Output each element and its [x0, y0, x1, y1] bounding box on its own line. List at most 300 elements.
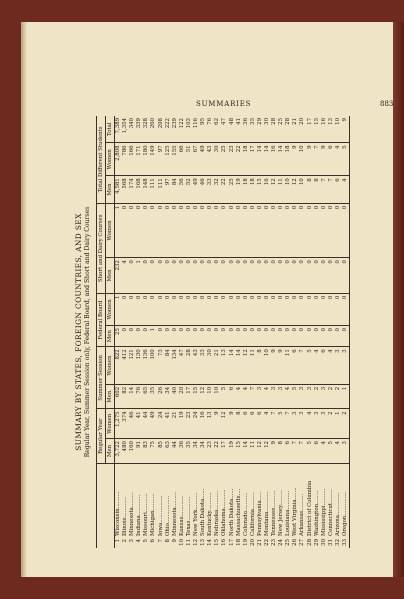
cell-value: 232: [115, 258, 123, 294]
cell-value: 18: [243, 143, 250, 176]
cell-value: 8: [314, 176, 321, 204]
cell-value: 1: [136, 258, 143, 294]
cell-value: 46: [200, 176, 207, 204]
row-number: 5: [143, 539, 150, 543]
cell-value: 0: [221, 258, 228, 294]
cell-value: 25: [229, 176, 236, 204]
cell-value: 18: [285, 143, 292, 176]
cell-value: 9: [229, 409, 236, 439]
table-row: [257, 116, 264, 548]
row-number: 31: [327, 539, 334, 546]
cell-value: 9: [342, 116, 350, 143]
cell-value: 73: [158, 347, 165, 385]
state-name: Arkansas..........: [299, 493, 306, 536]
state-name: Connecticut........: [327, 489, 334, 536]
cell-value: 7: [299, 439, 306, 464]
row-number: 33: [342, 537, 350, 548]
cell-value: 8: [236, 409, 243, 439]
cell-value: 41: [165, 409, 172, 439]
cell-value: 0: [207, 258, 214, 294]
cell-value: 0: [335, 293, 342, 325]
cell-value: 8: [278, 439, 285, 464]
cell-value: 0: [172, 293, 179, 325]
row-number: 24: [278, 539, 285, 546]
cell-value: 0: [158, 326, 165, 347]
cell-value: 822: [115, 347, 123, 385]
cell-value: 0: [335, 203, 342, 257]
cell-value: 4: [243, 384, 250, 409]
cell-value: 13: [221, 347, 228, 385]
row-number: 11: [185, 539, 192, 546]
row-number: 29: [313, 539, 320, 546]
column-header: Men: [106, 384, 115, 409]
cell-value: 0: [285, 326, 292, 347]
cell-value: 0: [165, 293, 172, 325]
cell-value: 43: [193, 347, 200, 385]
table-row: [158, 116, 165, 548]
cell-value: 0: [342, 258, 350, 294]
cell-value: 0: [193, 203, 200, 257]
cell-value: 18: [243, 176, 250, 204]
cell-value: 0: [335, 326, 342, 347]
cell-value: 0: [236, 258, 243, 294]
row-number: 6: [150, 539, 157, 543]
cell-value: 85: [158, 439, 165, 464]
cell-value: 0: [278, 258, 285, 294]
rotated-table-block: [68, 112, 368, 552]
cell-value: 0: [292, 203, 299, 257]
cell-value: 95: [200, 116, 207, 143]
cell-value: 14: [236, 347, 243, 385]
cell-value: 0: [143, 258, 150, 294]
state-name: Oklahoma...........: [221, 489, 228, 536]
cell-value: 0: [236, 326, 243, 347]
cell-value: 3: [299, 384, 306, 409]
cell-value: 6: [229, 384, 236, 409]
cell-value: 20: [179, 384, 186, 409]
cell-value: 36: [243, 116, 250, 143]
cell-value: 602: [115, 384, 123, 409]
table-row: [136, 116, 143, 548]
table-row: [186, 116, 193, 548]
cell-value: 0: [229, 293, 236, 325]
cell-value: 9: [292, 143, 299, 176]
row-number: 13: [200, 539, 207, 546]
column-header: Women: [106, 409, 115, 439]
cell-value: 0: [236, 203, 243, 257]
cell-value: 23: [207, 439, 214, 464]
cell-value: 1: [115, 203, 123, 257]
cell-value: 125: [165, 143, 172, 176]
state-name: Minnesota.........: [129, 491, 136, 536]
cell-value: 0: [321, 203, 328, 257]
cell-value: 66: [179, 143, 186, 176]
cell-value: 8: [257, 347, 264, 385]
cell-value: 4: [285, 384, 292, 409]
cell-value: 12: [200, 384, 207, 409]
cell-value: 0: [221, 203, 228, 257]
cell-value: 6: [335, 176, 342, 204]
cell-value: 47: [221, 116, 228, 143]
cell-value: 22: [221, 176, 228, 204]
cell-value: 0: [129, 293, 136, 325]
cell-value: 260: [150, 116, 157, 143]
cell-value: 122: [179, 116, 186, 143]
row-number: 1: [115, 539, 121, 543]
cell-value: 0: [285, 258, 292, 294]
cell-value: 0: [165, 258, 172, 294]
cell-value: 12: [257, 439, 264, 464]
cell-value: 5: [328, 439, 335, 464]
cell-value: 0: [250, 326, 257, 347]
cell-value: 0: [250, 203, 257, 257]
cell-value: 9: [278, 347, 285, 385]
page-number: 883: [380, 100, 393, 108]
cell-value: 35: [150, 384, 157, 409]
cell-value: 24: [158, 409, 165, 439]
cell-value: 0: [299, 203, 306, 257]
cell-value: 7: [271, 409, 278, 439]
cell-value: 15: [193, 384, 200, 409]
cell-value: 11: [278, 176, 285, 204]
cell-value: 15: [257, 176, 264, 204]
table-row: [172, 116, 179, 548]
table-row: [229, 116, 236, 548]
cell-value: 5: [307, 439, 314, 464]
cell-value: 6: [250, 409, 257, 439]
cell-value: 0: [165, 203, 172, 257]
cell-value: 35: [186, 439, 193, 464]
column-header: Total: [106, 116, 115, 143]
row-number: 18: [235, 539, 242, 546]
cell-value: 568: [122, 176, 129, 204]
cell-value: 34: [165, 384, 172, 409]
cell-value: 17: [250, 143, 257, 176]
cell-value: 180: [143, 143, 150, 176]
cell-value: 0: [122, 203, 129, 257]
row-number: 4: [136, 539, 143, 543]
summary-table: [96, 116, 350, 548]
cell-value: 0: [285, 203, 292, 257]
cell-value: 0: [271, 326, 278, 347]
table-row: [243, 116, 250, 548]
row-number: 30: [320, 539, 327, 546]
table-row: [328, 116, 335, 548]
state-name: Indiana............: [136, 494, 143, 536]
cell-value: 20: [299, 116, 306, 143]
table-row: [165, 116, 172, 548]
cell-value: 2: [342, 409, 350, 439]
row-number: 32: [334, 539, 341, 546]
row-number: 3: [129, 539, 136, 543]
cell-value: 4: [335, 143, 342, 176]
cell-value: 49: [200, 143, 207, 176]
cell-value: 328: [143, 116, 150, 143]
column-header: Women: [106, 143, 115, 176]
row-number: 26: [292, 539, 299, 546]
state-column-header: [97, 463, 115, 548]
cell-value: 30: [214, 143, 221, 176]
cell-value: 7: [314, 143, 321, 176]
cell-value: 121: [129, 347, 136, 385]
cell-value: 4: [335, 439, 342, 464]
cell-value: 97: [165, 176, 172, 204]
cell-value: 10: [207, 384, 214, 409]
column-header: Men: [106, 176, 115, 204]
table-body: [115, 116, 350, 548]
cell-value: 76: [207, 116, 214, 143]
cell-value: 0: [158, 258, 165, 294]
cell-value: 0: [264, 326, 271, 347]
cell-value: 12: [292, 176, 299, 204]
cell-value: 9: [307, 143, 314, 176]
table-row: [207, 116, 214, 548]
cell-value: 34: [200, 439, 207, 464]
cell-value: 91: [136, 439, 143, 464]
cell-value: 0: [271, 203, 278, 257]
state-name: South Dakota......: [200, 488, 207, 536]
cell-value: 65: [143, 384, 150, 409]
state-name: Pennsylvania.....: [256, 491, 263, 536]
cell-value: 160: [129, 439, 136, 464]
column-header: Men: [106, 439, 115, 464]
cell-value: 84: [165, 347, 172, 385]
cell-value: 1: [115, 293, 123, 325]
cell-value: 0: [243, 258, 250, 294]
cell-value: 4: [307, 409, 314, 439]
cell-value: 374: [122, 409, 129, 439]
state-name: New Jersey.........: [278, 490, 285, 536]
cell-value: 5: [307, 347, 314, 385]
cell-value: 6: [328, 143, 335, 176]
cell-value: 97: [158, 143, 165, 176]
cell-value: 0: [229, 258, 236, 294]
cell-value: 6: [292, 347, 299, 385]
table-row: [335, 116, 342, 548]
cell-value: 0: [328, 326, 335, 347]
cell-value: 51: [186, 143, 193, 176]
cell-value: 67: [193, 143, 200, 176]
cell-value: 0: [129, 258, 136, 294]
cell-value: 9: [321, 143, 328, 176]
state-name: Missouri...........: [143, 493, 150, 536]
cell-value: 0: [292, 326, 299, 347]
cell-value: 16: [271, 143, 278, 176]
cell-value: 0: [207, 326, 214, 347]
cell-value: 4: [342, 176, 350, 204]
table-row: [150, 116, 157, 548]
row-number: 25: [285, 539, 292, 546]
cell-value: 0: [328, 203, 335, 257]
cell-value: 3: [278, 384, 285, 409]
cell-value: 0: [214, 258, 221, 294]
cell-value: 0: [200, 293, 207, 325]
cell-value: 0: [236, 293, 243, 325]
state-name: Iowa................: [157, 495, 164, 536]
cell-value: 0: [314, 258, 321, 294]
group-header: Federal Board: [97, 293, 106, 347]
cell-value: 15: [314, 116, 321, 143]
table-row: [193, 116, 200, 548]
cell-value: 36: [179, 439, 186, 464]
cell-value: 21: [214, 347, 221, 385]
table-row: [264, 116, 271, 548]
cell-value: 0: [158, 293, 165, 325]
cell-value: 9: [271, 347, 278, 385]
column-header: Women: [106, 203, 115, 257]
cell-value: 3,722: [115, 439, 123, 464]
row-number: 19: [242, 539, 249, 546]
table-row: [179, 116, 186, 548]
cell-value: 76: [136, 384, 143, 409]
cell-value: 2,808: [115, 143, 123, 176]
cell-value: 0: [292, 258, 299, 294]
cell-value: 49: [150, 409, 157, 439]
cell-value: 0: [207, 203, 214, 257]
row-number: 7: [157, 539, 164, 543]
cell-value: 10: [299, 176, 306, 204]
cell-value: 19: [179, 409, 186, 439]
cell-value: 10: [285, 176, 292, 204]
cell-value: 6: [257, 409, 264, 439]
cell-value: 155: [172, 143, 179, 176]
state-name: Kansas............: [178, 495, 185, 536]
cell-value: 2: [328, 409, 335, 439]
cell-value: 0: [186, 293, 193, 325]
cell-value: 6: [243, 409, 250, 439]
cell-value: 75: [150, 439, 157, 464]
cell-value: 0: [172, 326, 179, 347]
state-name: Wisconsin..........: [115, 491, 121, 536]
row-number: 27: [299, 539, 306, 546]
state-name: Oregon..............: [342, 463, 350, 537]
cell-value: 130: [136, 347, 143, 385]
state-name: Mississippi..........: [320, 488, 327, 536]
cell-value: 29: [257, 116, 264, 143]
cell-value: 15: [236, 439, 243, 464]
cell-value: 33: [200, 347, 207, 385]
cell-value: 0: [158, 203, 165, 257]
state-name: Nebraska...........: [214, 490, 221, 536]
cell-value: 4: [314, 347, 321, 385]
cell-value: 7: [328, 176, 335, 204]
cell-value: 171: [136, 143, 143, 176]
cell-value: 412: [122, 347, 129, 385]
cell-value: 10: [299, 143, 306, 176]
cell-value: 11: [250, 347, 257, 385]
row-number: 22: [263, 539, 270, 546]
cell-value: 3: [292, 409, 299, 439]
cell-value: 116: [193, 116, 200, 143]
cell-value: 111: [158, 176, 165, 204]
cell-value: 0: [271, 293, 278, 325]
cell-value: 0: [186, 326, 193, 347]
state-name: Tennessee..........: [271, 490, 278, 536]
cell-value: 0: [335, 258, 342, 294]
cell-value: 82: [122, 384, 129, 409]
cell-value: 0: [179, 326, 186, 347]
table-row: [236, 116, 243, 548]
cell-value: 0: [243, 326, 250, 347]
cell-value: 0: [143, 293, 150, 325]
cell-value: 4: [328, 347, 335, 385]
cell-value: 0: [257, 258, 264, 294]
cell-value: 0: [122, 326, 129, 347]
cell-value: 18: [250, 176, 257, 204]
state-name: Montana............: [263, 491, 270, 536]
cell-value: 0: [278, 293, 285, 325]
cell-value: 22: [236, 143, 243, 176]
table-row: [221, 116, 228, 548]
cell-value: 11: [250, 439, 257, 464]
cell-value: 83: [143, 439, 150, 464]
row-number: 16: [221, 539, 228, 546]
cell-value: 7: [321, 176, 328, 204]
cell-value: 149: [150, 143, 157, 176]
table-row: [285, 116, 292, 548]
cell-value: 48: [229, 116, 236, 143]
cell-value: 0: [264, 203, 271, 257]
group-header: Regular Year: [97, 409, 106, 463]
cell-value: 0: [328, 293, 335, 325]
table-row: [200, 116, 207, 548]
cell-value: 0: [328, 258, 335, 294]
table-row: [122, 116, 129, 548]
state-name: California..........: [249, 491, 256, 536]
cell-value: 3: [321, 409, 328, 439]
cell-value: 0: [221, 326, 228, 347]
table-row: [321, 116, 328, 548]
cell-value: 63: [165, 439, 172, 464]
cell-value: 23: [229, 143, 236, 176]
table-row: [271, 116, 278, 548]
table-row: [307, 116, 314, 548]
state-name: West Virginia.......: [292, 487, 299, 536]
state-name: Washington........: [313, 490, 320, 536]
cell-value: 25: [115, 326, 123, 347]
cell-value: 222: [165, 116, 172, 143]
cell-value: 0: [229, 203, 236, 257]
table-row: [129, 116, 136, 548]
table-row: [342, 116, 350, 548]
cell-value: 28: [186, 347, 193, 385]
cell-value: 0: [264, 293, 271, 325]
cell-value: 340: [129, 116, 136, 143]
cell-value: 44: [172, 439, 179, 464]
cell-value: 1: [342, 384, 350, 409]
cell-value: 21: [172, 409, 179, 439]
state-name: Louisiana...........: [285, 490, 292, 536]
cell-value: 3: [257, 384, 264, 409]
cell-value: 10: [264, 347, 271, 385]
cell-value: 0: [314, 326, 321, 347]
cell-value: 17: [221, 439, 228, 464]
table-row: [278, 116, 285, 548]
cell-value: 52: [186, 176, 193, 204]
cell-value: 0: [271, 258, 278, 294]
cell-value: 62: [214, 116, 221, 143]
cell-value: 0: [250, 258, 257, 294]
cell-value: 0: [292, 293, 299, 325]
cell-value: 12: [221, 409, 228, 439]
cell-value: 111: [150, 176, 157, 204]
row-number: 17: [228, 539, 235, 546]
row-number: 23: [271, 539, 278, 546]
state-name: Ohio................: [164, 495, 171, 536]
cell-value: 9: [214, 409, 221, 439]
cell-value: 12: [243, 347, 250, 385]
cell-value: 0: [172, 258, 179, 294]
